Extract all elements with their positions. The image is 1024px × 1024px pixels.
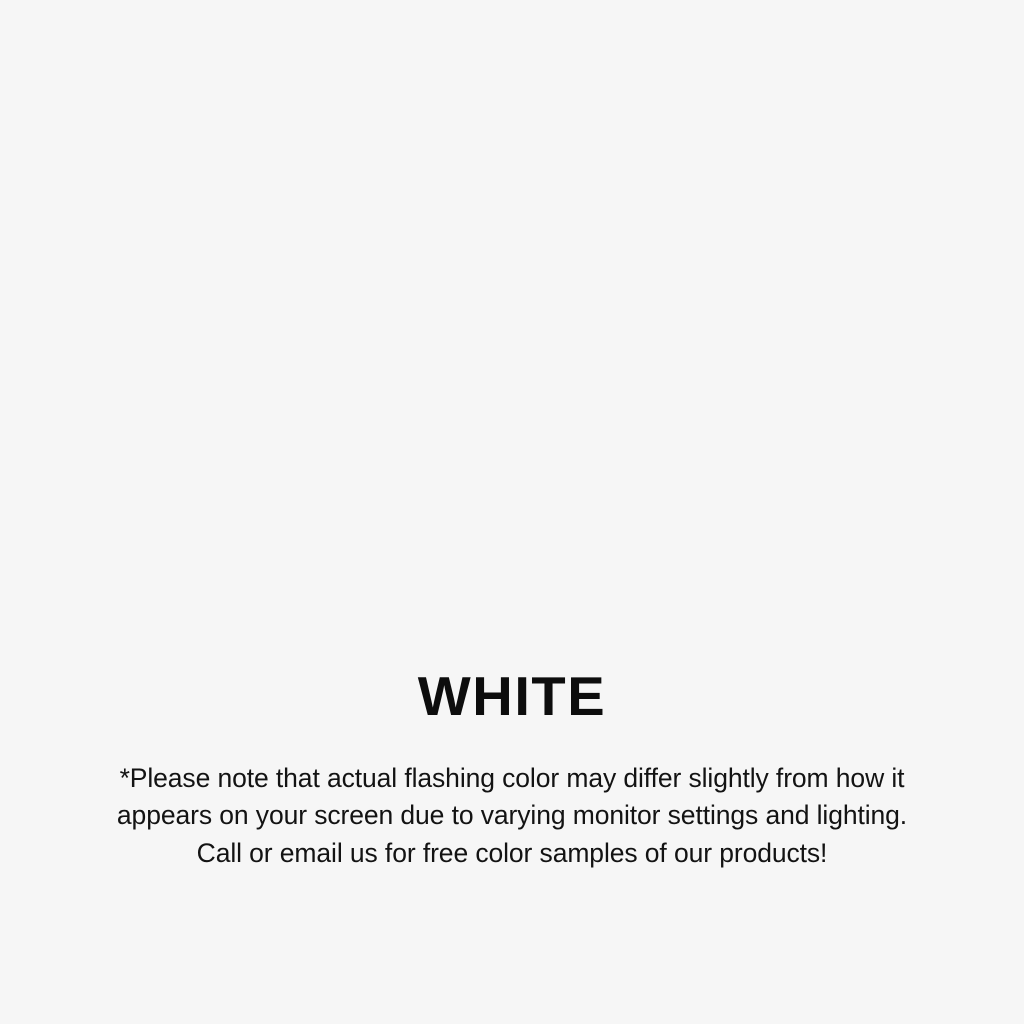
disclaimer-line-3: Call or email us for free color samples of our products! — [196, 838, 828, 868]
disclaimer-line-1: *Please note that actual flashing color may differ slightly from how it — [119, 762, 905, 793]
color-disclaimer-text — [52, 760, 972, 873]
swatch-caption — [0, 665, 1024, 873]
color-name-label: WHITE — [417, 665, 607, 727]
disclaimer-line-2: appears on your screen due to varying monitor settings and lighting. — [116, 800, 908, 831]
